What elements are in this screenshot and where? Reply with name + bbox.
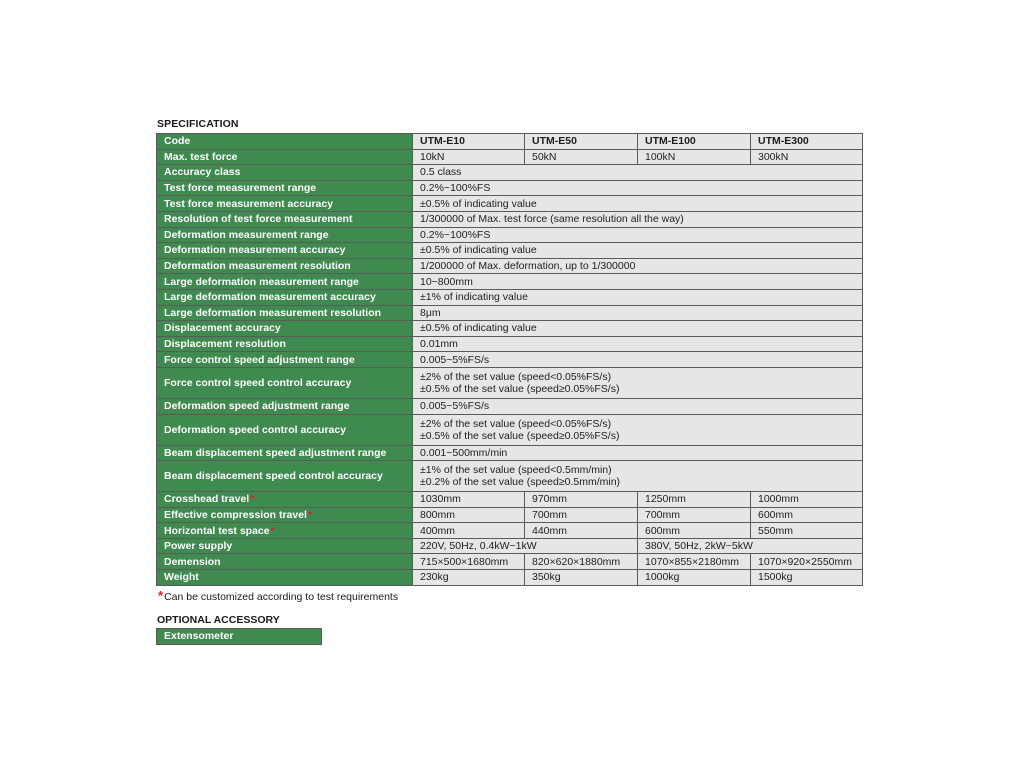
row-label: Demension	[157, 554, 413, 570]
row-value: 440mm	[525, 523, 638, 539]
model-header: UTM-E10	[413, 134, 525, 150]
row-label: Deformation measurement resolution	[157, 258, 413, 274]
row-label: Test force measurement range	[157, 180, 413, 196]
row-value: 350kg	[525, 570, 638, 586]
row-value: 1070×920×2550mm	[751, 554, 863, 570]
table-row	[157, 414, 863, 445]
asterisk-mark: *	[270, 524, 275, 537]
row-value: 0.2%~100%FS	[413, 227, 863, 243]
row-label: Beam displacement speed control accuracy	[157, 461, 413, 492]
row-value: 1030mm	[413, 492, 525, 508]
table-row	[157, 554, 863, 570]
table-row	[157, 367, 863, 398]
table-row	[157, 461, 863, 492]
table-row	[157, 570, 863, 586]
row-value: 1/200000 of Max. deformation, up to 1/300000	[413, 258, 863, 274]
row-value: 1000kg	[638, 570, 751, 586]
table-row	[157, 507, 863, 523]
value-line: ±2% of the set value (speed<0.05%FS/s)	[420, 417, 612, 430]
row-label: Beam displacement speed adjustment range	[157, 445, 413, 461]
table-row	[157, 243, 863, 259]
footnote	[157, 588, 398, 603]
table-row	[157, 289, 863, 305]
row-label	[157, 523, 413, 539]
row-value: 550mm	[751, 523, 863, 539]
accessory-title: OPTIONAL ACCESSORY	[157, 614, 280, 626]
table-row	[157, 165, 863, 181]
row-label: Deformation measurement range	[157, 227, 413, 243]
accessory-item: Extensometer	[156, 628, 322, 645]
row-label-text: Crosshead travel	[164, 493, 250, 506]
row-value: 700mm	[638, 507, 751, 523]
footnote-text: Can be customized according to test requirements	[164, 591, 399, 603]
model-header: UTM-E100	[638, 134, 751, 150]
table-row	[157, 274, 863, 290]
row-label: Force control speed adjustment range	[157, 352, 413, 368]
row-value: 1250mm	[638, 492, 751, 508]
value-line: ±1% of the set value (speed<0.5mm/min)	[420, 464, 612, 477]
row-label	[157, 492, 413, 508]
table-row	[157, 538, 863, 554]
table-row	[157, 196, 863, 212]
table-row	[157, 180, 863, 196]
row-value: 0.001~500mm/min	[413, 445, 863, 461]
row-value: 700mm	[525, 507, 638, 523]
table-row	[157, 398, 863, 414]
row-value	[413, 414, 863, 445]
row-label: Deformation speed adjustment range	[157, 398, 413, 414]
row-value: 220V, 50Hz, 0.4kW~1kW	[413, 538, 638, 554]
row-label: Large deformation measurement accuracy	[157, 289, 413, 305]
row-label: Force control speed control accuracy	[157, 367, 413, 398]
table-row	[157, 336, 863, 352]
value-line: ±0.5% of the set value (speed≥0.05%FS/s)	[420, 429, 620, 442]
row-value: ±0.5% of indicating value	[413, 196, 863, 212]
row-value: 1000mm	[751, 492, 863, 508]
value-line: ±0.5% of the set value (speed≥0.05%FS/s)	[420, 382, 620, 395]
row-label: Test force measurement accuracy	[157, 196, 413, 212]
row-value	[413, 461, 863, 492]
row-label-text: Horizontal test space	[164, 524, 270, 537]
table-row	[157, 211, 863, 227]
asterisk-mark: *	[307, 508, 313, 521]
row-label	[157, 507, 413, 523]
row-label: Displacement resolution	[157, 336, 413, 352]
row-value	[413, 367, 863, 398]
row-value: 380V, 50Hz, 2kW~5kW	[638, 538, 863, 554]
row-value: 100kN	[638, 149, 751, 165]
row-value: 400mm	[413, 523, 525, 539]
row-value: 1070×855×2180mm	[638, 554, 751, 570]
table-row	[157, 445, 863, 461]
row-label: Deformation speed control accuracy	[157, 414, 413, 445]
row-label: Displacement accuracy	[157, 321, 413, 337]
row-value: 300kN	[751, 149, 863, 165]
row-value: 0.01mm	[413, 336, 863, 352]
row-value: 0.5 class	[413, 165, 863, 181]
table-row	[157, 523, 863, 539]
row-value: 715×500×1680mm	[413, 554, 525, 570]
row-value: 8μm	[413, 305, 863, 321]
row-value: 0.005~5%FS/s	[413, 352, 863, 368]
table-row	[157, 321, 863, 337]
row-label-text: Effective compression travel	[164, 508, 307, 521]
row-value: 230kg	[413, 570, 525, 586]
row-value: 50kN	[525, 149, 638, 165]
value-line: ±2% of the set value (speed<0.05%FS/s)	[420, 370, 612, 383]
table-row	[157, 258, 863, 274]
row-label: Deformation measurement accuracy	[157, 243, 413, 259]
table-row	[157, 305, 863, 321]
value-line: ±0.2% of the set value (speed≥0.5mm/min)	[420, 476, 621, 489]
row-value: 600mm	[638, 523, 751, 539]
row-label: Code	[157, 134, 413, 150]
row-value: 820×620×1880mm	[525, 554, 638, 570]
table-header-row	[157, 134, 863, 150]
row-value: 600mm	[751, 507, 863, 523]
row-value: 0.2%~100%FS	[413, 180, 863, 196]
row-value: 800mm	[413, 507, 525, 523]
spec-title: SPECIFICATION	[157, 118, 239, 130]
row-label: Power supply	[157, 538, 413, 554]
row-value: 0.005~5%FS/s	[413, 398, 863, 414]
asterisk-mark: *	[158, 588, 164, 603]
row-label: Large deformation measurement resolution	[157, 305, 413, 321]
row-value: 10kN	[413, 149, 525, 165]
row-label: Large deformation measurement range	[157, 274, 413, 290]
table-row	[157, 352, 863, 368]
row-value: ±0.5% of indicating value	[413, 321, 863, 337]
table-row	[157, 149, 863, 165]
table-row	[157, 492, 863, 508]
asterisk-mark: *	[250, 493, 255, 506]
model-header: UTM-E50	[525, 134, 638, 150]
row-value: 970mm	[525, 492, 638, 508]
spec-table	[156, 133, 863, 586]
model-header: UTM-E300	[751, 134, 863, 150]
row-label: Max. test force	[157, 149, 413, 165]
row-label: Weight	[157, 570, 413, 586]
row-value: 10~800mm	[413, 274, 863, 290]
row-value: ±0.5% of indicating value	[413, 243, 863, 259]
row-value: ±1% of indicating value	[413, 289, 863, 305]
row-value: 1/300000 of Max. test force (same resolution all the way)	[413, 211, 863, 227]
row-label: Resolution of test force measurement	[157, 211, 413, 227]
row-value: 1500kg	[751, 570, 863, 586]
table-row	[157, 227, 863, 243]
row-label: Accuracy class	[157, 165, 413, 181]
